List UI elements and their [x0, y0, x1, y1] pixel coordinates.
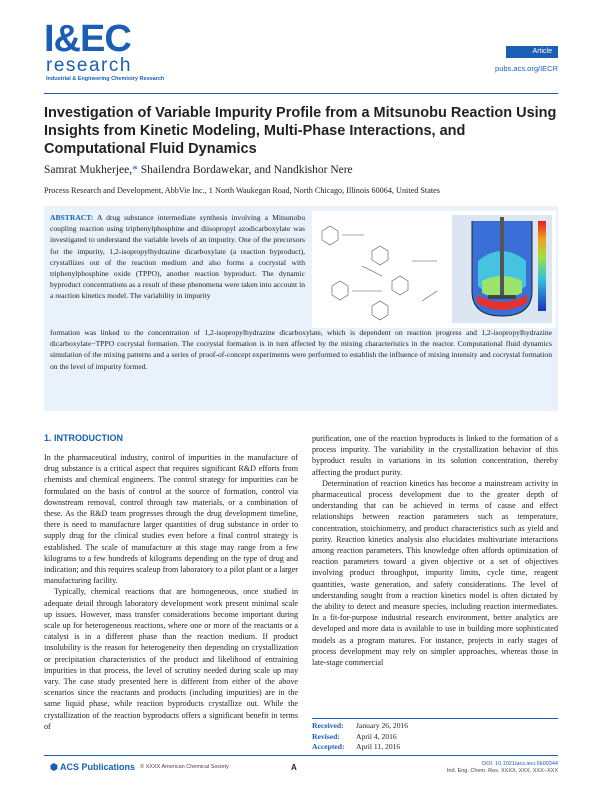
affiliation: Process Research and Development, AbbVie Inc., 1 North Waukegan Road, North Chicago, Illinois 60064, United States [44, 186, 440, 195]
acs-hexagon-icon: ⬢ [50, 762, 58, 772]
abstract-text-2: formation was linked to the concentration of 1,2-isopropylhydrazine dicarboxylate, which is dependent on reaction progress and 1,2-isopropylhydrazine dicarboxylate−TPPO cocrystal formation. The cocrystal formation is in turn affected by the mixing characteristics in the reactor. Computational fluid dynamics simulation of the mixing patterns and a series of proof-of-concept experiments were performed to establish the influence of mixing intensity and cocrystal formation on the level of impurity formed. [50, 328, 552, 371]
dates-divider [312, 718, 558, 719]
journal-url-link[interactable]: pubs.acs.org/IECR [495, 64, 558, 73]
publisher-name: ACS Publications [60, 762, 136, 772]
section-heading: 1. INTRODUCTION [44, 433, 124, 443]
revised-label: Revised: [312, 731, 340, 741]
author-rest: Shailendra Bordawekar, and Nandkishor Nere [137, 164, 353, 176]
abstract-label: ABSTRACT: [50, 213, 94, 222]
revised-date: April 4, 2016 [356, 731, 397, 741]
received-date: January 26, 2016 [356, 721, 409, 730]
toc-graphic [312, 211, 556, 328]
header-divider [44, 93, 558, 94]
body-column-left [44, 452, 298, 732]
article-type-badge: Article [506, 46, 558, 58]
accepted-label: Accepted: [312, 742, 345, 751]
accepted-date: April 11, 2016 [356, 742, 401, 751]
paragraph: In the pharmaceutical industry, control of impurities in the manufacture of drug substance is a critical aspect that requires significant R&D efforts from chemists and chemical engineers. The control strategy for impurities can be formulated on the basis of control at the source of formation, control via downstream removal, control through raw materials, or a combination of these. As the R&D team progresses through the drug development timeline, there is need to manufacture larger quantities of drug substance in order to supply drug for the clinical studies even before a final control strategy is established. The scale of manufacture at this stage may range from a few kilograms to a few hundreds of kilograms depending on the type of drug and indication; and this requires scaleup from laboratory to a pilot plant or a larger manufacturing facility. [44, 453, 298, 586]
cfd-reactor-image [452, 215, 552, 323]
journal-logo-research: research [46, 55, 132, 76]
footer-divider [44, 755, 558, 756]
journal-subtitle: Industrial & Engineering Chemistry Research [46, 76, 165, 82]
article-title: Investigation of Variable Impurity Profile from a Mitsunobu Reaction Using Insights from Kinetic Modeling, Multi-Phase Interactions, and Computational Fluid Dynamics [44, 105, 557, 157]
abstract-text-1: A drug substance intermediate synthesis involving a Mitsunobu coupling reaction using triphenylphosphine and diisopropyl azodicarboxylate was investigated to understand the variable levels of an impurity. One of the precursors for the impurity, 1,2-isopropylhydrazine dicarboxylate (a reaction byproduct), crystallizes out of the reaction medium and also forms a cocrystal with triphenylphosphine oxide (TPPO), another reaction byproduct. The dynamic byproduct concentrations as a result of these phenomena were taken into account in a reaction kinetics model. The variability in impurity [50, 213, 305, 301]
citation: Ind. Eng. Chem. Res. XXXX, XXX, XXX−XXX [446, 768, 558, 774]
paragraph: Typically, chemical reactions that are homogeneous, once studied in adequate detail through laboratory development work present minimal scale up issues. However, mass transfer considerations become important during scale up for heterogeneous reactions, where one or more of the reactants or a catalyst is in a different phase than the reaction medium. If product insolubility is the reason for heterogeneity then depending on crystallization or precipitation characteristics of the product and likelihood of entraining impurities in that process, the level of scrutiny needed during scale up may vary. The case study presented here is different from either of the above scenarios since the reactants and products (including impurities) are in the same liquid phase, while reaction byproducts crystallize out. While the crystallization of the reaction byproducts offers a significant benefit in terms of [44, 587, 298, 731]
journal-logo: I&EC [44, 18, 131, 60]
page-number: A [291, 763, 297, 772]
doi-link[interactable]: DOI: 10.1021/acs.iecr.6b00344 [482, 761, 558, 767]
paragraph: purification, one of the reaction byproducts is linked to the formation of a process impurity. The variability in the crystallization behavior of this byproduct results in variations in its solution concentration, thereby affecting the product purity. [312, 434, 558, 477]
publication-dates [312, 721, 558, 753]
received-label: Received: [312, 721, 344, 730]
corresponding-author-link[interactable]: * [132, 164, 138, 176]
acs-publications-logo [50, 762, 135, 773]
copyright-notice: © XXXX American Chemical Society [140, 764, 229, 770]
body-column-right [312, 433, 558, 668]
author-list [44, 164, 353, 176]
paragraph: Determination of reaction kinetics has become a mainstream activity in pharmaceutical process development due to the greater depth of understanding that can be achieved in terms of cause and effect relationships between reaction parameters such as temperature, concentration, stoichiometry, and product characteristics such as yield and purity. Reaction kinetics analysis also elucidates multivariate interactions among reaction parameters. This knowledge often affords optimization of reaction parameters toward a given objective or a set of objectives involving product throughput, impurity limits, cycle time, reagent quantities, waste generation, and safety considerations. The level of understanding sought from a reaction kinetics model is often dictated by the ability to detect and measure species, including reaction intermediates. In a fit-for-purpose industrial research environment, better analytics are developed and more data is available to use in building more sophisticated models as a program matures. For instance, projects in early stages of process development may rely on simpler approaches, whereas those in late-stage commercial [312, 478, 558, 668]
author-first: Samrat Mukherjee, [44, 164, 133, 176]
abstract-part1 [50, 212, 305, 302]
